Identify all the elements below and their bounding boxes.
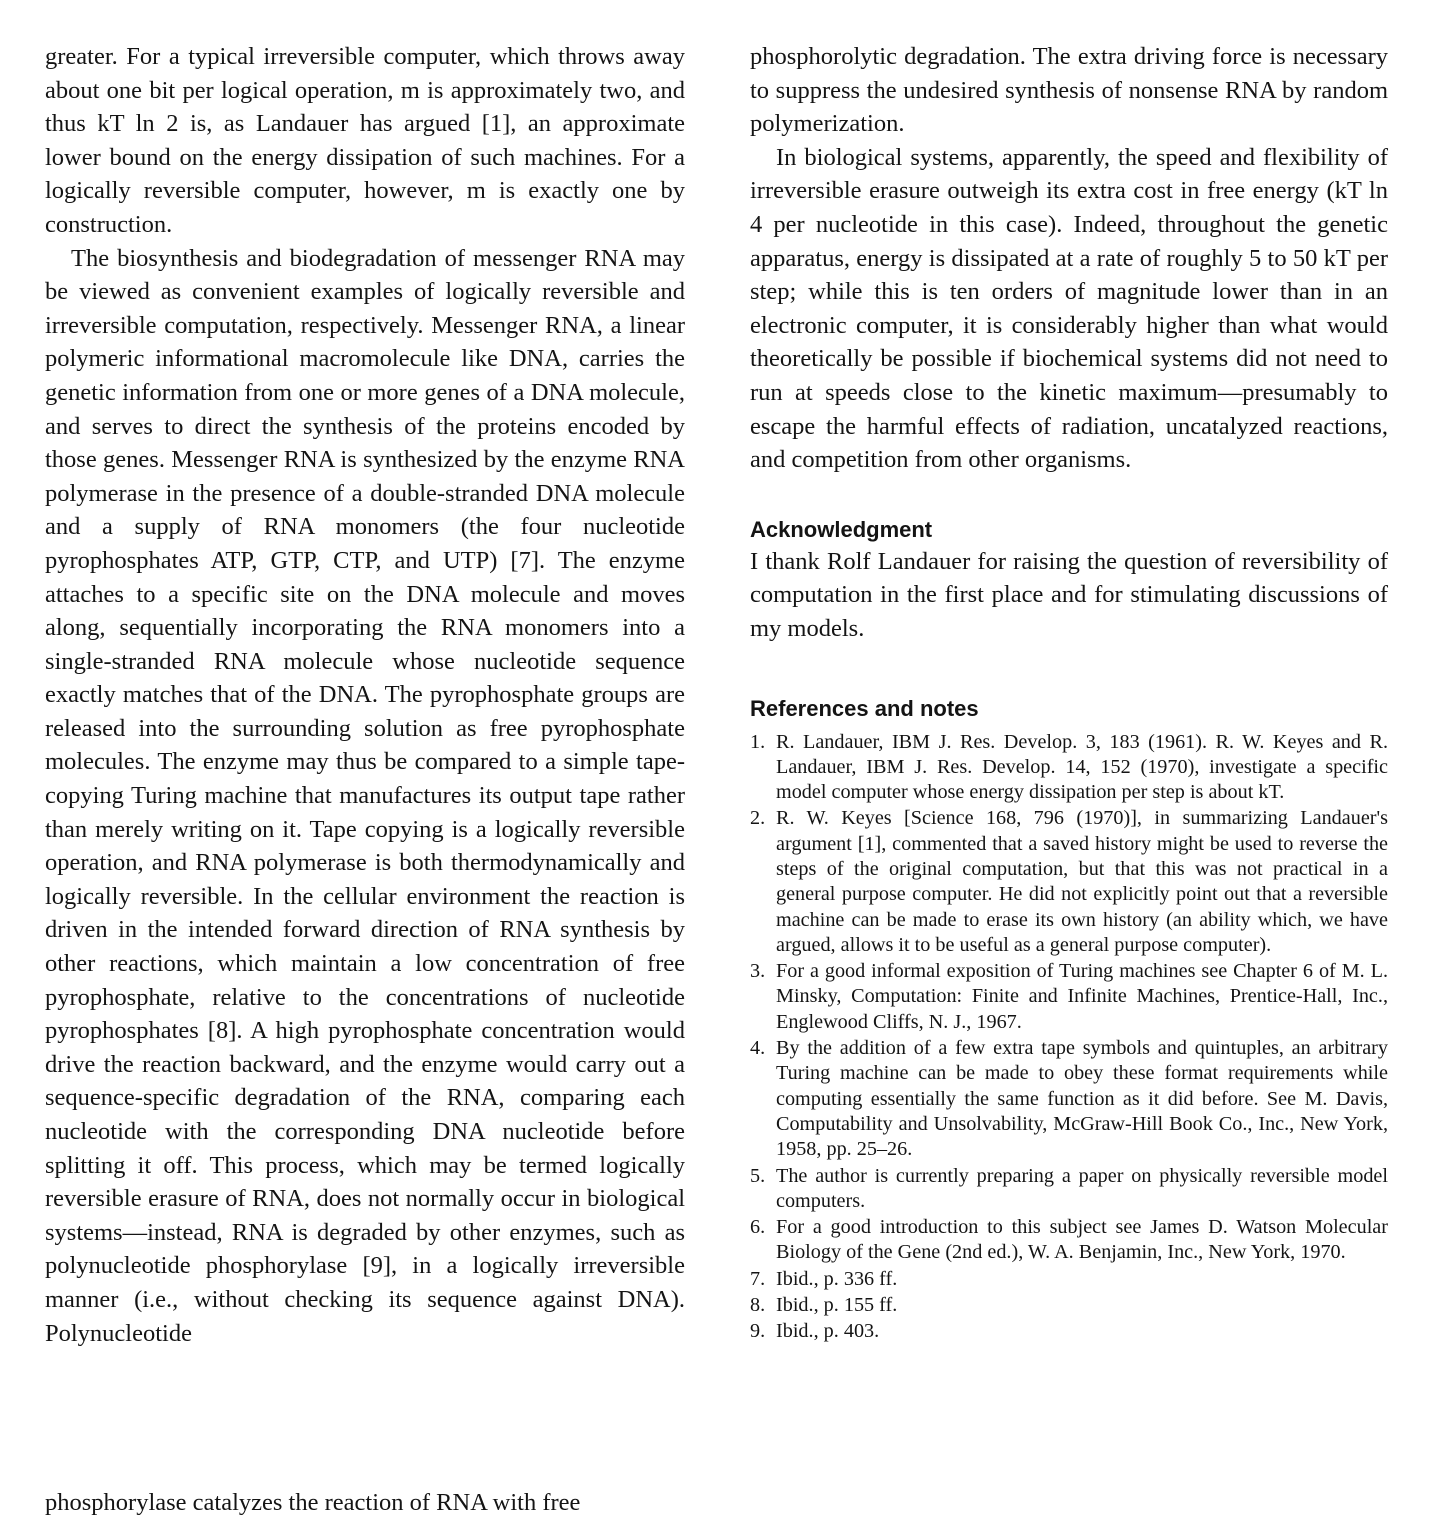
clipped-text: phosphorylase catalyzes the reaction of RNA with free — [45, 1489, 581, 1516]
reference-item — [750, 1164, 1388, 1215]
reference-number: 6. — [750, 1216, 766, 1239]
reference-number: 2. — [750, 807, 766, 830]
reference-text: Ibid., p. 403. — [776, 1320, 880, 1343]
reference-number: 7. — [750, 1267, 766, 1290]
reference-item — [750, 730, 1388, 806]
reference-text: Ibid., p. 155 ff. — [776, 1294, 898, 1317]
reference-number: 1. — [750, 730, 766, 753]
left-paragraph-2: The biosynthesis and biodegradation of messenger RNA may be viewed as convenient examples of logically reversible and irreversible computation, respectively. Messenger RNA, a linear polymeric informational macromolecule like DNA, carries the genetic information from one or more genes of a DNA molecule, and serves to direct the synthesis of the proteins encoded by those genes. Messenger RNA is synthesized by the enzyme RNA polymerase in the presence of a double-stranded DNA molecule and a supply of RNA monomers (the four nucleotide pyrophosphates ATP, GTP, CTP, and UTP) [7]. The enzyme attaches to a specific site on the DNA molecule and moves along, sequentially incorporating the RNA monomers into a single-stranded RNA molecule whose nucleotide sequence exactly matches that of the DNA. The pyrophosphate groups are released into the surrounding solution as free pyrophosphate molecules. The enzyme may thus be compared to a simple tape-copying Turing machine that manufactures its output tape rather than merely writing on it. Tape copying is a logically reversible operation, and RNA polymerase is both thermodynamically and logically reversible. In the cellular environment the reaction is driven in the intended forward direction of RNA synthesis by other reactions, which maintain a low concentration of free pyrophosphate, relative to the concentrations of nucleotide pyrophosphates [8]. A high pyrophosphate concentration would drive the reaction backward, and the enzyme would carry out a sequence-specific degradation of the RNA, comparing each nucleotide with the corresponding DNA nucleotide before splitting it off. This process, which may be termed logically reversible erasure of RNA, does not normally occur in biological systems—instead, RNA is degraded by other enzymes, such as polynucleotide phosphorylase [9], in a logically irreversible manner (i.e., without checking its sequence against DNA). Polynucleotide — [45, 244, 685, 1347]
clipped-continuation-line — [45, 1486, 685, 1516]
reference-item — [750, 1293, 1388, 1318]
reference-item — [750, 806, 1388, 958]
reference-number: 9. — [750, 1320, 766, 1343]
reference-item — [750, 1319, 1388, 1344]
reference-item — [750, 959, 1388, 1035]
right-paragraph-1: phosphorolytic degradation. The extra driving force is necessary to suppress the undesired synthesis of nonsense RNA by random polymerization. — [750, 43, 1388, 138]
reference-item — [750, 1215, 1388, 1266]
references-heading: References and notes — [750, 695, 979, 721]
reference-item — [750, 1036, 1388, 1162]
left-column — [45, 40, 685, 1350]
reference-number: 4. — [750, 1037, 766, 1060]
acknowledgment-heading: Acknowledgment — [750, 516, 933, 542]
reference-number: 8. — [750, 1294, 766, 1317]
reference-text: R. W. Keyes [Science 168, 796 (1970)], in summarizing Landauer's argument [1], commented that a saved history might be used to reverse the steps of the original computation, but that this was not practical in a general purpose computer. He did not explicitly point out that a reversible machine can be made to erase its own history (an ability which, we have argued, allows it to be useful as a general purpose computer). — [776, 807, 1388, 956]
right-column — [750, 40, 1388, 1346]
reference-text: Ibid., p. 336 ff. — [776, 1267, 898, 1290]
reference-number: 5. — [750, 1164, 766, 1187]
references-list — [750, 730, 1388, 1345]
reference-number: 3. — [750, 960, 766, 983]
reference-text: R. Landauer, IBM J. Res. Develop. 3, 183 (1961). R. W. Keyes and R. Landauer, IBM J. Res. Develop. 14, 152 (1970), investigate a specific model computer whose energy dissipation per step is about kT. — [776, 730, 1388, 804]
reference-text: By the addition of a few extra tape symbols and quintuples, an arbitrary Turing machine can be made to obey these format requirements while computing essentially the same function as it did before. See M. Davis, Computability and Unsolvability, McGraw-Hill Book Co., Inc., New York, 1958, pp. 25–26. — [776, 1037, 1388, 1161]
acknowledgment-text: I thank Rolf Landauer for raising the question of reversibility of computation in the first place and for stimulating discussions of my models. — [750, 547, 1388, 642]
reference-item — [750, 1267, 1388, 1292]
reference-text: For a good informal exposition of Turing machines see Chapter 6 of M. L. Minsky, Computation: Finite and Infinite Machines, Prentice-Hall, Inc., Englewood Cliffs, N. J., 1967. — [776, 960, 1388, 1033]
left-paragraph-1: greater. For a typical irreversible computer, which throws away about one bit per logical operation, m is approximately two, and thus kT ln 2 is, as Landauer has argued [1], an approximate lower bound on the energy dissipation of such machines. For a logically reversible computer, however, m is exactly one by construction. — [45, 43, 685, 238]
reference-text: For a good introduction to this subject see James D. Watson Molecular Biology of the Gene (2nd ed.), W. A. Benjamin, Inc., New York, 1970. — [776, 1216, 1388, 1264]
right-paragraph-2: In biological systems, apparently, the speed and flexibility of irreversible erasure outweigh its extra cost in free energy (kT ln 4 per nucleotide in this case). Indeed, throughout the genetic apparatus, energy is dissipated at a rate of roughly 5 to 50 kT per step; while this is ten orders of magnitude lower than in an electronic computer, it is considerably higher than what would theoretically be possible if biochemical systems did not need to run at speeds close to the kinetic maximum—presumably to escape the harmful effects of radiation, uncatalyzed reactions, and competition from other organisms. — [750, 143, 1388, 474]
reference-text: The author is currently preparing a paper on physically reversible model computers. — [776, 1164, 1388, 1212]
